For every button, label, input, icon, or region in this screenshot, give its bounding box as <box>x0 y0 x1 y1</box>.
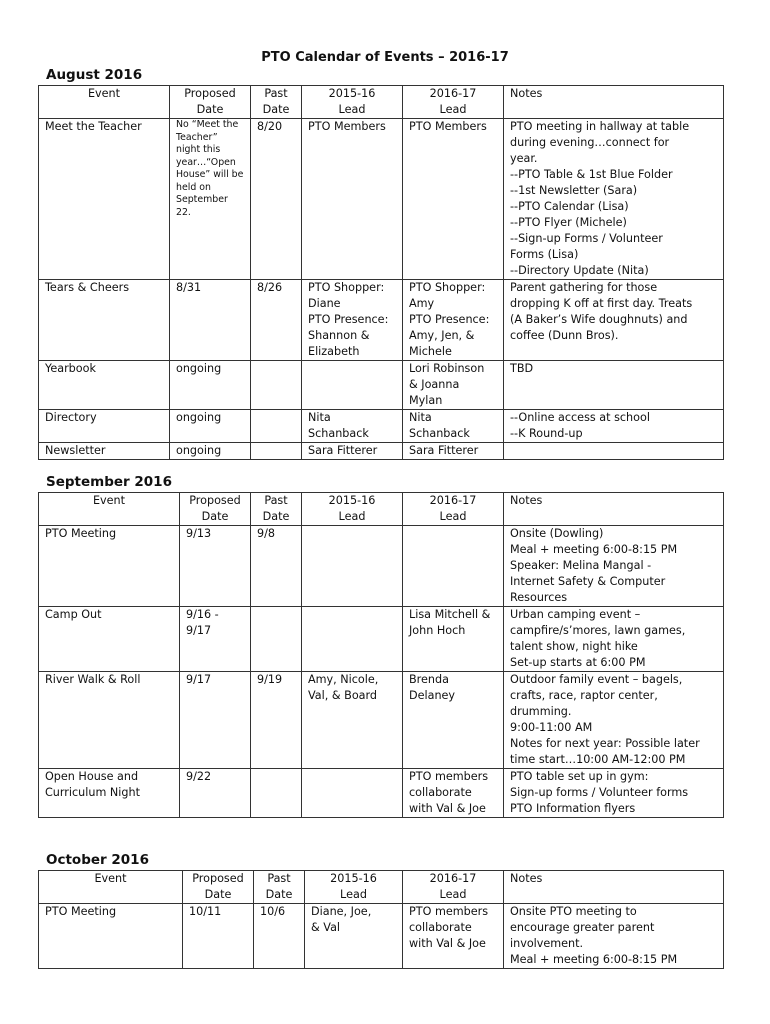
event-cell: Open House and Curriculum Night <box>39 769 180 818</box>
header-notes: Notes <box>504 493 724 526</box>
proposed-date-cell: 8/31 <box>170 280 251 361</box>
proposed-date-cell: 9/13 <box>180 526 251 607</box>
event-cell: PTO Meeting <box>39 904 183 969</box>
header-past-date: Past Date <box>251 86 302 119</box>
notes-cell: PTO meeting in hallway at table during evening…connect for year. --PTO Table & 1st Blue Folder --1st Newsletter (Sara) --PTO Calendar (Lisa) --PTO Flyer (Michele) --Sign-up Forms / Volunteer Forms (Lisa) --Directory Update (Nita) <box>504 119 724 280</box>
past-date-cell: 9/8 <box>251 526 302 607</box>
past-date-cell: 8/26 <box>251 280 302 361</box>
table-header-row <box>39 493 724 526</box>
table-row <box>39 526 724 607</box>
document-title: PTO Calendar of Events – 2016-17 <box>261 50 509 65</box>
proposed-date-cell: 9/17 <box>180 672 251 769</box>
event-cell: Camp Out <box>39 607 180 672</box>
lead-2016-17-cell: Lisa Mitchell & John Hoch <box>403 607 504 672</box>
event-cell: Newsletter <box>39 443 170 460</box>
past-date-cell: 8/20 <box>251 119 302 280</box>
header-proposed-date: Proposed Date <box>180 493 251 526</box>
table-row <box>39 443 724 460</box>
header-2015-16-lead: 2015-16 Lead <box>302 493 403 526</box>
notes-cell: Parent gathering for those dropping K off at first day. Treats (A Baker’s Wife doughnuts) and coffee (Dunn Bros). <box>504 280 724 361</box>
lead-2016-17-cell: PTO Members <box>403 119 504 280</box>
lead-2015-16-cell <box>302 526 403 607</box>
august-table <box>38 85 724 460</box>
table-header-row <box>39 86 724 119</box>
table-row <box>39 410 724 443</box>
header-proposed-date: Proposed Date <box>170 86 251 119</box>
lead-2016-17-cell <box>403 526 504 607</box>
october-table <box>38 870 724 969</box>
lead-2015-16-cell: Nita Schanback <box>302 410 403 443</box>
lead-2015-16-cell <box>302 769 403 818</box>
header-event: Event <box>39 493 180 526</box>
event-cell: River Walk & Roll <box>39 672 180 769</box>
header-past-date: Past Date <box>251 493 302 526</box>
past-date-cell <box>251 769 302 818</box>
event-cell: Yearbook <box>39 361 170 410</box>
lead-2016-17-cell: Sara Fitterer <box>403 443 504 460</box>
proposed-date-cell: 10/11 <box>183 904 254 969</box>
table-row <box>39 607 724 672</box>
proposed-date-cell: ongoing <box>170 410 251 443</box>
notes-cell: Onsite (Dowling) Meal + meeting 6:00-8:15 PM Speaker: Melina Mangal - Internet Safety & Computer Resources <box>504 526 724 607</box>
lead-2016-17-cell: PTO Shopper: Amy PTO Presence: Amy, Jen, & Michele <box>403 280 504 361</box>
lead-2015-16-cell <box>302 607 403 672</box>
header-event: Event <box>39 86 170 119</box>
proposed-date-cell: No “Meet the Teacher” night this year…“Open House” will be held on September 22. <box>170 119 251 280</box>
header-2016-17-lead: 2016-17 Lead <box>403 871 504 904</box>
lead-2015-16-cell: Diane, Joe, & Val <box>305 904 403 969</box>
section-heading-october: October 2016 <box>46 852 149 868</box>
header-2015-16-lead: 2015-16 Lead <box>302 86 403 119</box>
header-notes: Notes <box>504 871 724 904</box>
past-date-cell <box>251 443 302 460</box>
lead-2015-16-cell <box>302 361 403 410</box>
section-heading-september: September 2016 <box>46 474 172 490</box>
september-table <box>38 492 724 818</box>
lead-2016-17-cell: Brenda Delaney <box>403 672 504 769</box>
past-date-cell: 9/19 <box>251 672 302 769</box>
lead-2016-17-cell: Nita Schanback <box>403 410 504 443</box>
section-heading-august: August 2016 <box>46 67 143 83</box>
notes-cell: Urban camping event – campfire/s’mores, lawn games, talent show, night hike Set-up starts at 6:00 PM <box>504 607 724 672</box>
header-event: Event <box>39 871 183 904</box>
proposed-date-cell: ongoing <box>170 361 251 410</box>
table-row <box>39 119 724 280</box>
lead-2015-16-cell: PTO Shopper: Diane PTO Presence: Shannon & Elizabeth <box>302 280 403 361</box>
table-row <box>39 280 724 361</box>
table-row <box>39 904 724 969</box>
past-date-cell <box>251 410 302 443</box>
lead-2015-16-cell: PTO Members <box>302 119 403 280</box>
lead-2016-17-cell: PTO members collaborate with Val & Joe <box>403 904 504 969</box>
past-date-cell <box>251 607 302 672</box>
event-cell: PTO Meeting <box>39 526 180 607</box>
past-date-cell: 10/6 <box>254 904 305 969</box>
notes-cell: Outdoor family event – bagels, crafts, race, raptor center, drumming. 9:00-11:00 AM Notes for next year: Possible later time start…10:00 AM-12:00 PM <box>504 672 724 769</box>
table-row <box>39 361 724 410</box>
header-2016-17-lead: 2016-17 Lead <box>403 86 504 119</box>
event-cell: Meet the Teacher <box>39 119 170 280</box>
header-2016-17-lead: 2016-17 Lead <box>403 493 504 526</box>
notes-cell <box>504 443 724 460</box>
header-2015-16-lead: 2015-16 Lead <box>305 871 403 904</box>
header-past-date: Past Date <box>254 871 305 904</box>
notes-cell: PTO table set up in gym: Sign-up forms / Volunteer forms PTO Information flyers <box>504 769 724 818</box>
proposed-date-cell: ongoing <box>170 443 251 460</box>
table-row <box>39 769 724 818</box>
header-proposed-date: Proposed Date <box>183 871 254 904</box>
event-cell: Tears & Cheers <box>39 280 170 361</box>
past-date-cell <box>251 361 302 410</box>
notes-cell: TBD <box>504 361 724 410</box>
lead-2016-17-cell: PTO members collaborate with Val & Joe <box>403 769 504 818</box>
proposed-date-cell: 9/16 - 9/17 <box>180 607 251 672</box>
lead-2015-16-cell: Sara Fitterer <box>302 443 403 460</box>
event-cell: Directory <box>39 410 170 443</box>
table-row <box>39 672 724 769</box>
lead-2015-16-cell: Amy, Nicole, Val, & Board <box>302 672 403 769</box>
proposed-date-cell: 9/22 <box>180 769 251 818</box>
header-notes: Notes <box>504 86 724 119</box>
table-header-row <box>39 871 724 904</box>
notes-cell: Onsite PTO meeting to encourage greater parent involvement. Meal + meeting 6:00-8:15 PM <box>504 904 724 969</box>
notes-cell: --Online access at school --K Round-up <box>504 410 724 443</box>
lead-2016-17-cell: Lori Robinson & Joanna Mylan <box>403 361 504 410</box>
